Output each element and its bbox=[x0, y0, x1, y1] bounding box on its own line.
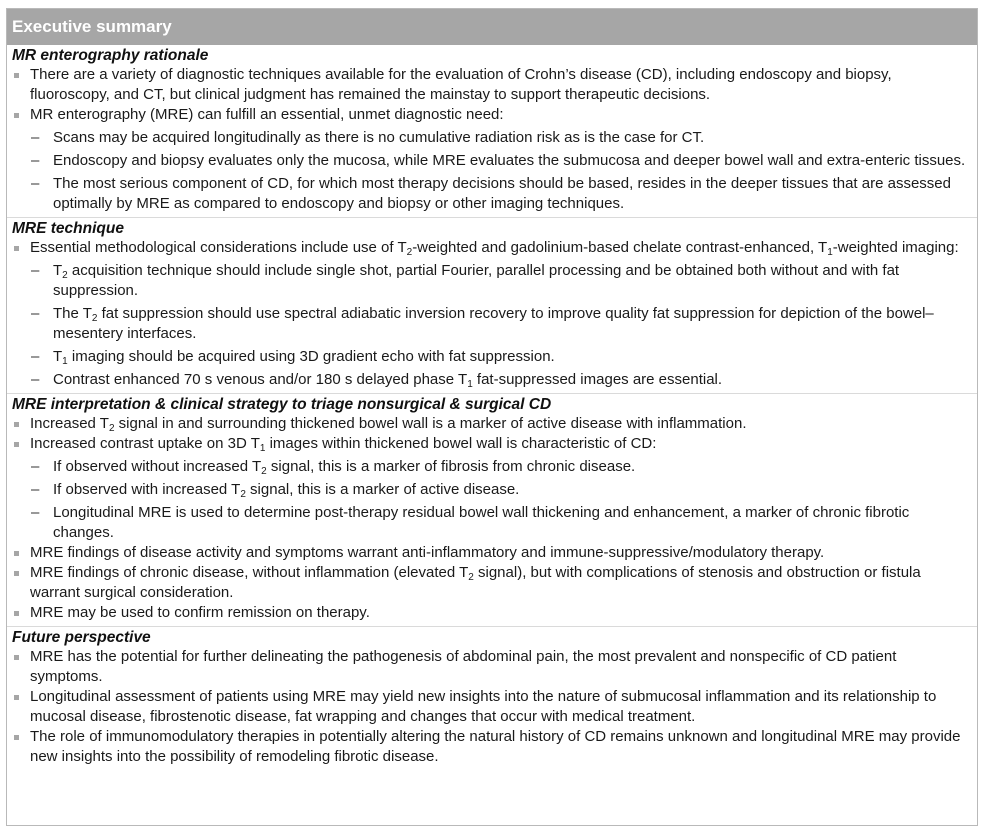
bullet-item: There are a variety of diagnostic techniques available for the evaluation of Crohn’s disease (CD), including endoscopy and biopsy, fluoroscopy, and CT, but clinical judgment has remained the mainstay to support therapeutic decisions. bbox=[12, 65, 971, 105]
bullet-item: Increased contrast uptake on 3D $T_1$ images within thickened bowel wall is characteristic of CD: bbox=[12, 434, 971, 454]
dash-item: – Contrast enhanced 70 s venous and/or 180 s delayed phase $T_1$ fat-suppressed images are essential. bbox=[12, 370, 971, 390]
summary-section bbox=[7, 217, 977, 393]
bullet-item: Increased $T_2$ signal in and surrounding thickened bowel wall is a marker of active disease with inflammation. bbox=[12, 414, 971, 434]
bullet-item: MRE findings of chronic disease, without inflammation (elevated $T_2$ signal), but with complications of stenosis and obstruction or fistula warrant surgical consideration. bbox=[12, 563, 971, 603]
summary-sections bbox=[7, 45, 977, 770]
dash-item: – $T_1$ imaging should be acquired using 3D gradient echo with fat suppression. bbox=[12, 347, 971, 367]
summary-section bbox=[7, 393, 977, 626]
dash-item: – The $T_2$ fat suppression should use spectral adiabatic inversion recovery to improve quality fat suppression for depiction of the bowel–mesentery interfaces. bbox=[12, 304, 971, 344]
dash-item: – Endoscopy and biopsy evaluates only the mucosa, while MRE evaluates the submucosa and deeper bowel wall and extra-enteric tissues. bbox=[12, 151, 971, 171]
bullet-item: MRE findings of disease activity and symptoms warrant anti-inflammatory and immune-suppressive/modulatory therapy. bbox=[12, 543, 971, 563]
bullet-item: MRE may be used to confirm remission on therapy. bbox=[12, 603, 971, 623]
summary-section bbox=[7, 626, 977, 770]
bullet-item: The role of immunomodulatory therapies in potentially altering the natural history of CD remains unknown and longitudinal MRE may provide new insights into the possibility of remodeling fibrotic disease. bbox=[12, 727, 971, 767]
dash-item: – $T_2$ acquisition technique should include single shot, partial Fourier, parallel processing and be obtained both without and with fat suppression. bbox=[12, 261, 971, 301]
section-title: Future perspective bbox=[12, 629, 151, 646]
bullet-item: Essential methodological considerations include use of $T_2$-weighted and gadolinium-based chelate contrast-enhanced, $T_1$-weighted imaging: bbox=[12, 238, 971, 258]
dash-item: – Scans may be acquired longitudinally as there is no cumulative radiation risk as is the case for CT. bbox=[12, 128, 971, 148]
dash-item: – If observed with increased $T_2$ signal, this is a marker of active disease. bbox=[12, 480, 971, 500]
section-title: MRE interpretation & clinical strategy to triage nonsurgical & surgical CD bbox=[12, 396, 552, 413]
bullet-item: Longitudinal assessment of patients using MRE may yield new insights into the nature of submucosal inflammation and its relationship to mucosal disease, fibrostenotic disease, fat wrapping and changes that occur with medical treatment. bbox=[12, 687, 971, 727]
dash-item: – Longitudinal MRE is used to determine post-therapy residual bowel wall thickening and enhancement, a marker of chronic fibrotic changes. bbox=[12, 503, 971, 543]
dash-item: – If observed without increased $T_2$ signal, this is a marker of fibrosis from chronic disease. bbox=[12, 457, 971, 477]
summary-header: Executive summary bbox=[7, 9, 977, 45]
bullet-item: MRE has the potential for further delineating the pathogenesis of abdominal pain, the most prevalent and nonspecific of CD patient symptoms. bbox=[12, 647, 971, 687]
executive-summary-box bbox=[6, 8, 978, 826]
dash-item: – The most serious component of CD, for which most therapy decisions should be based, resides in the deeper tissues that are assessed optimally by MRE as compared to endoscopy and biopsy or other imaging techniques. bbox=[12, 174, 971, 214]
summary-section bbox=[7, 45, 977, 217]
section-title: MRE technique bbox=[12, 220, 124, 237]
bullet-item: MR enterography (MRE) can fulfill an essential, unmet diagnostic need: bbox=[12, 105, 971, 125]
section-title: MR enterography rationale bbox=[12, 47, 209, 64]
